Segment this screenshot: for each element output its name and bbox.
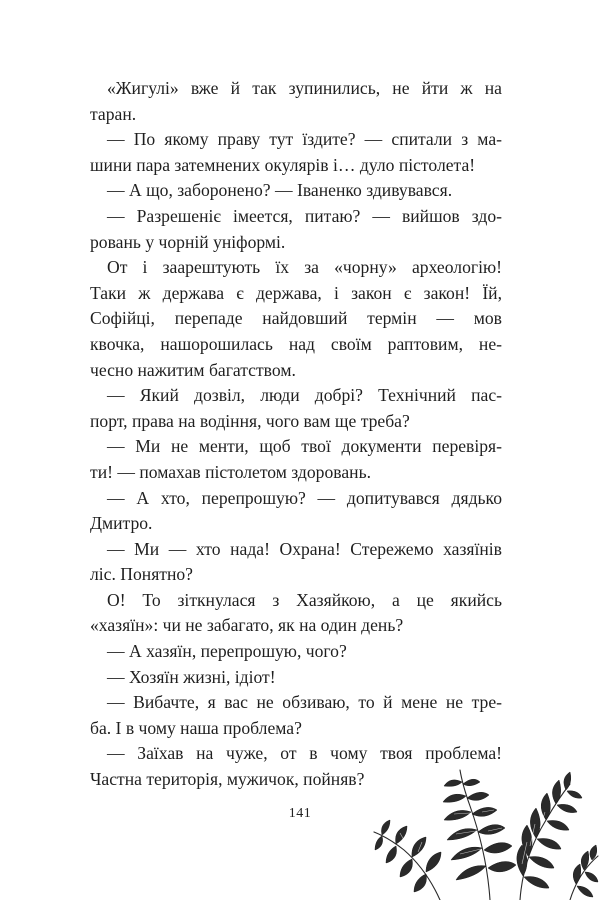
paragraph <box>90 486 502 537</box>
paragraph <box>90 537 502 588</box>
paragraph <box>90 639 502 665</box>
paragraph <box>90 255 502 383</box>
paragraph <box>90 588 502 639</box>
text-line: — Заїхав на чуже, от в чому твоя проблема! <box>107 743 502 764</box>
text-line: — А хазяїн, перепрошую, чого? <box>107 641 347 662</box>
paragraph <box>90 178 502 204</box>
text-line: — Хозяїн жизні, ідіот! <box>107 666 276 687</box>
paragraph <box>90 76 502 127</box>
text-line: — Ми не менти, щоб твої документи перевіря- <box>107 436 502 457</box>
text-line: — А що, заборонено? — Іваненко здивувався. <box>107 180 453 201</box>
text-line: таран. <box>90 103 137 124</box>
text-line: О! То зіткнулася з Хазяйкою, а це якийсь <box>107 589 502 610</box>
paragraph <box>90 434 502 485</box>
text-line: квочка, нашорошилась над своїм раптовим, не- <box>90 333 502 354</box>
text-line: Частна територія, мужичок, пойняв? <box>90 769 365 790</box>
text-line: шини пара затемнених окулярів і… дуло пістолета! <box>90 154 476 175</box>
text-line: ровань у чорній уніформі. <box>90 231 286 252</box>
page-number: 141 <box>288 806 312 821</box>
fern-foliage-icon <box>370 760 600 900</box>
paragraph <box>90 204 502 255</box>
body-text <box>90 76 502 793</box>
text-line: — А хто, перепрошую? — допитувався дядько <box>107 487 502 508</box>
text-line: чесно нажитим багатством. <box>90 359 296 380</box>
text-line: — Вибачте, я вас не обзиваю, то й мене не тре- <box>107 692 502 713</box>
text-line: Софійці, перепаде найдовший термін — мов <box>90 308 502 329</box>
text-line: — По якому праву тут їздите? — спитали з ма- <box>107 129 502 150</box>
text-line: — Який дозвіл, люди добрі? Технічний пас- <box>107 385 502 406</box>
text-line: «хазяїн»: чи не забагато, як на один день? <box>90 615 404 636</box>
paragraph <box>90 127 502 178</box>
text-line: Таки ж держава є держава, і закон є закон! Їй, <box>90 282 502 303</box>
paragraph <box>90 383 502 434</box>
text-line: — Ми — хто нада! Охрана! Стережемо хазяїнів <box>107 538 502 559</box>
text-line: Дмитро. <box>90 513 153 534</box>
text-line: ти! — помахав пістолетом здоровань. <box>90 461 372 482</box>
text-line: ба. І в чому наша проблема? <box>90 717 302 738</box>
text-line: От і заарештують їх за «чорну» археологію! <box>107 257 502 278</box>
text-line: ліс. Понятно? <box>90 564 193 585</box>
text-line: порт, права на водіння, чого вам ще треба? <box>90 410 410 431</box>
paragraph <box>90 665 502 691</box>
text-line: — Разрешеніє імеется, питаю? — вийшов здо- <box>107 205 502 226</box>
paragraph <box>90 690 502 741</box>
text-line: «Жигулі» вже й так зупинились, не йти ж на <box>107 78 502 98</box>
